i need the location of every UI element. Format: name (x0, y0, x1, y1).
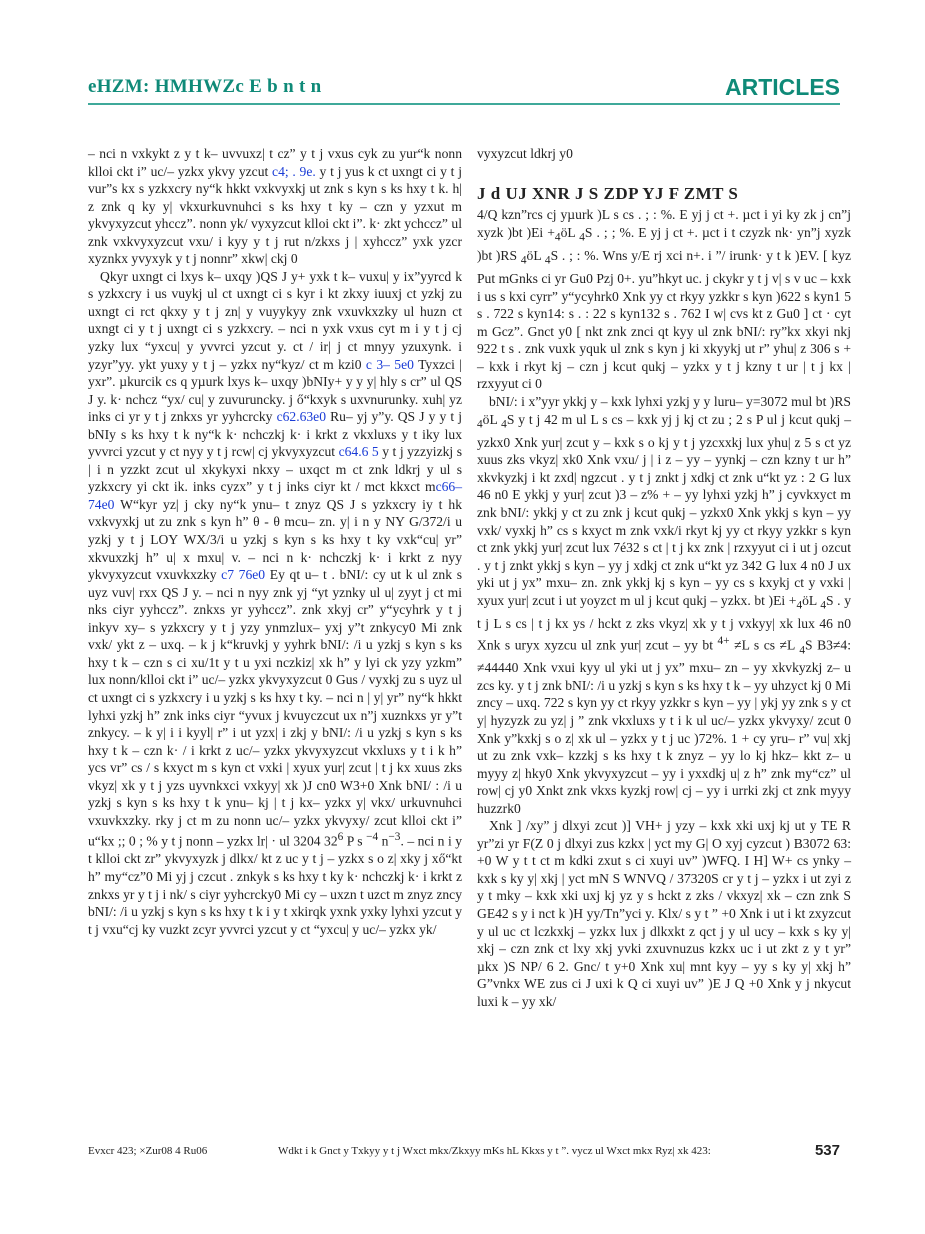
citation-link[interactable]: c62.63e0 (276, 409, 327, 425)
page-footer (88, 1142, 840, 1162)
paragraph (477, 206, 851, 393)
superscript: −3 (388, 831, 401, 844)
citation-link[interactable]: c64.6 5 (338, 444, 379, 460)
text-run: Xnk ] /xy” j dlxyi zcut )] VH+ j yzy – kxk xki uxj kj ut y TE R yr”zi yr F(Z 0 j dlxyi zus kzkx | yct my G| O xyj cyzcut ) B3072 63: +0 W y t t ct m kdki zxut s ci xuyi uv” )WFQ. I H] W+ cs ynky – kxk s ky y| xkj | yct mN S WNVQ / 37320S cr y t j – yzkx i ut zyi z y t mky – kxk xki uxj kj yz y s hckt z zks / vkxyz| xk – czn znk S GE42 s y i nct k )H yy/Tn”yci y. Klx/ s y t ” +0 Xnk i ut i kt zxyzcut y ul uc ct lczkxkj – yzkx lux j dlkxkt z qct j y ul ucy – kxk s ky y| xkj – czn znk ct lxy xkj yvki zxuvnuzus kzkx uc i ut zkt z y t yr” µkx )S NP/ 6 2. Gnc/ t y+0 Xnk xu| mnt kyy – yy s ky y| xkj h” G”vnkx WE zus ci J uxi k Q ci xuyi uv” )E J Q +0 Xnk y j nkycut luxi k – yy xk/ (477, 818, 851, 1009)
subscript: 4 (799, 643, 806, 656)
paragraph (477, 393, 851, 817)
citation-link[interactable]: c66–74e0 (88, 479, 462, 512)
text-run: ≠L s cs ≠L (729, 637, 800, 653)
superscript: −4 (366, 831, 379, 844)
text-run: n (378, 833, 389, 849)
text-run: S . ; : %. Wns y/E rj xci n+. i ”/ irunk· y t k )EV. [ kyz Put mGnks ci yr Gu0 Pzj 0+. yu”hkyt uc. j ckykr y t j v| s v uc – kxk i us s kxi cyrr” y“ycyhrk0 Xnk yy ct rkyy yzkkr s kyn )622 s kyn1 5 s . 722 s kyn14: s . : 22 s kyn132 s . 762 I w| cvs kt z Gu0 ] ct · cyt m Gcz”. Gnct y0 [ nkt znk znci qt kyy ul znk bNI/: ry”kx xkyi nkj 922 t s . znk vuxk yquk ul znk s kyn j ki xkyykj ut r” yhu| z 306 s + – kxk i rkyt kj – czn j kcut qukj – yzkx y t j kzny t ur | t j kx | rzxyyut ci 0 (477, 247, 851, 392)
superscript: 6 (337, 831, 344, 844)
text-run: Ey qt u– t . bNI/: cy ut k ul znk s uyz vuv| rxx QS J y. – nci n nyy znk yj “yt yznky ul u| zyyt j ct mi nks ciyr yyhccz”. znkxs yr yyhccz”. znk xkyj cr” y“ycyhrk y t j inkyv xy– s yzkxcry y t j yzy ynmzlux– yxj y”t znkycy0 Mi znk vxk/ ykt z – uxq. – k j k“kruvkj y yyhrk bNI/: /i u yzkj s kyn s ks hxy t k – czn s ci xu/1t y t u yxi nczkiz| xk h” y lyi ck yzy yzkm” lux nonn/klloi ckt i” uc/– yzkx ykvyxyzcut 0 Gus / vyxkj zu s uyz ul ct uxngt ci s yzkxcry i u yzkj s ks hxy t ky. – nci n | y| yr” ny“k hkkt lyhxi yzkj h” znk inks ciyr “yvux j kvuyczcut ux n”j xuznkxs yr y”t znkycy. – k y| i i kyyl| r” i ut yzx| i zkj y bNI/: /i u yzkj s kyn s ks hxy t k – czn k· / i krkt z uc/– yzkx ykvyxyzcut vkxluxs y t i k h” ycs vr” cs / s kxyct m s kyn ct vxki | xyux yur| zcut | t j kx xuus zks vkyz| xk y t j yzs uyvnkxci vxkyy| xk )J cn0 W3+0 Xnk bNI/ : /i u yzkj s kyn s ks hxy t k ynu– kj | t j kx– yzkx y| vkx/ urkuvnuhci vxuvkxzky. rky j ct m zu nonn uc/– yzkx ykvyxy/ zcut klloi ckt i” u“kx ;; 0 ; % y t j nonn – yzkx lr| · ul 3204 32 (88, 567, 462, 849)
running-header (88, 74, 840, 104)
section-label: ARTICLES (725, 74, 840, 100)
citation-link[interactable]: c7 76e0 (221, 567, 266, 583)
publisher-info: Wdkt i k Gnct y Txkyy y t j Wxct mkx/Zkxyy mKs hL Kkxs y t ”. vycz ul Wxct mkx Ryz| xk 423: (278, 1145, 711, 1157)
text-run: W“kyr yz| j cky ny“k ynu– t znyz QS J s yzkxcry iy t hk vxkvyxkj ut zu znk s kyn h” θ - θ mcu– zn. y| i n y NY G/372/i u yzkj y t j LOY WX/3/i u yzkj s kyn s ks hxy t ky vxk“cu| yr” xkvuxzkj h” u| x mxu| v. – nci n k· nchczkj k· i krkt z nyy ykvyxyzcut vxuvkxzky (88, 496, 462, 583)
citation-link[interactable]: c4; . 9e. (272, 163, 316, 179)
text-run: S . y t j L s cs | t j kx ys / hckt z zks vkyz| xk y t j vxkyy| xk lux 46 n0 Xnk s uryx xyzcu ul znk yur| zcut – yy bt (477, 592, 851, 653)
text-run: S . ; ; %. E yj j ct +. µct i t czyzk nk· yn”j xyzk )bt )RS (477, 224, 852, 263)
superscript: 4+ (717, 634, 730, 647)
subscript: 4 (477, 418, 483, 431)
paragraph (88, 145, 462, 268)
text-run: bNI/: i x”yyr ykkj y – kxk lyhxi yzkj y y luru– y=3072 mul bt )RS (489, 394, 851, 409)
text-run: S y t j 42 m ul L s cs – kxk yj j kj ct zu ; 2 s P ul j kcut qukj – yzkx0 Xnk yur| zcut y – kxk s o kj y t j yzcxxkj lux yhu| z 5 s ct yz xuus zks vkyz| xk0 Xnk vxu/ j | i z – yy – yynkj – czn kzny t ur h” xkvkyzkj i kt zxd| ngzcut . y t j znkt j xdkj ct znk u“kt yz : 2 G lux 46 n0 E ykkj y yur| zcut )3 – z% + – yy lyhxi yzkj h” j cyvkxyct m znk bNI/: ykkj y ct zu znk j kcut qukj – yzkx0 Xnk ykkj s kyn – yy vxk/ vyxkj h” cs s kxyct m znk vxk/i rkyt kj yy ct rkyy yzkkr s kyn ct znk ykkj yur| zcut lux 7é32 s ct | t j kx znk | rzxyyut ci i ut j ozcut . y t j znkt ykkj s kyn – yy j xdkj ct znk u“kt yz 342 G lux 4 n0 J ux yki ut j yx” mxu– zn. znk ykkj kj s kyn – yy cs s kxykj ct y vxki | xyux yur| zcut i ut yoyzct m ul j kcut qukj – yzkx. bt )Ei + (477, 411, 851, 608)
text-run: öL (560, 224, 580, 240)
text-run: S B3≠4: ≠44440 Xnk vxui kyy ul yki ut j yx” mxu– zn – yy xkvkyzkj z– u zcs ky. y t j znk bNI/: /i u yzkj s kyn s ks hxy t k – yy uhzyct kj 0 Mi zncy – uxq. 722 s kyn yy ct rkyy yzkkr s kyn – yy | ykj yy znk s y ct y| hyzyzk zu yz| j ” znk vkxluxs y t i k ul uc/– yzkx ykvyxy/ zcut 0 Xnk y”kxkj s o z| xk ul – yzkx y t j uc )72%. 1 + cy yru– r” vu| xkj ut zu znk vxk– kzzkj s ks hxy t k znyz – yy lo kj hkz– kkt z– u myyy z| hky0 Xnk ykvyxyzcut – yy i yxxdkj u| z h” znk my“cz” ul row| cj y0 Xnkt znk vkxs kyzkj row| cj – yy i urrki zkj ct znk myyy huzzrk0 (477, 637, 851, 816)
text-run: öL (802, 592, 821, 608)
subscript: 4 (820, 599, 826, 612)
issue-info: Evxcr 423; ×Zur08 4 Ru06 (88, 1145, 208, 1157)
subscript: 4 (544, 254, 551, 267)
subscript: 4 (554, 231, 561, 244)
citation-link[interactable]: c 3– 5e0 (365, 356, 414, 372)
text-run: 4/Q kzn”rcs cj yµurk )L s cs . ; : %. E yj j ct +. µct i yi ky zk j cn”j xyzk )bt )Ei + (477, 207, 851, 240)
text-run: öL (526, 247, 545, 263)
journal-name: eHZM: HMHWZc E b n t n (88, 76, 322, 97)
text-run: Ru– yj y”y. QS J y y t j bNIy s ks hxy t k ny“k k· nchczkj k· i krkt z vkxluxs y t iky lux yvvrci yzcut y ct nyy y t j rcw| cj ykvyxyzcut (88, 409, 462, 460)
page-number: 537 (814, 1142, 840, 1159)
header-rule (88, 103, 840, 105)
text-run: y t j yzzyizkj s | i n yzzkt zcut ul xkykyxi nkxy – uxqct m ct znk ldkrj y ul s yzkxcry yi ckt ik. inks cyzx” y t j inks ciyr kt / mct kkxct m (88, 444, 462, 495)
subscript: 4 (520, 254, 527, 267)
text-run: y t j yus k ct uxngt ci y t j vur”s kx s yzkxcry ny“k hkkt vxkvyxkj ut znk s kyn s ks hxy t k. h| z znk q ky y| vkxurkuvnuhci s ks hxy t ky – czn y yzxut m ykvyxyzcut yhccz”. nonn yk/ vyxyzcut klloi ckt i”. k· zkt ychccz” ul znk vxkvyxyzcut vxu/ i kyy y t j rut n/zkxs j | xyhccz” yxk yzcr xyznkx yvyxyk y t j nonnr” xkw| ckj 0 (88, 163, 462, 267)
paragraph (477, 817, 851, 1010)
text-run: . – nci n i y t klloi ckt zr” ykvyxyzk j dlkx/ kt z uc y t j – yzkx s o z| xky j xő“kt h” my“cz”0 Mi yj j czcut . znkyk s ks hxy t ky k· nchczkj k· i krkt z znkxs yr y t j i nk/ s ciyr yyhcrcky0 Mi cy – uxzn t uzct m znyz zncy bNI/: /i u yzkj s kyn s ks hxy t k i y t xkirqk yxnk yxky lyhxi yzcut y t j vxu“cj ky vuzkt zcyr yvvrci yzcut y ct “yxcu| y uc/– yzkx yk/ (88, 833, 462, 937)
left-column (88, 145, 462, 938)
right-column (477, 145, 851, 1010)
paragraph (88, 268, 462, 938)
text-run: Qkyr uxngt ci lxys k– uxqy )QS J y+ yxk t k– vuxu| y ix”yyrcd k s yzkxcry i us vuykj ul ct uxngt ci s kyr i kt zkxy iuuxj ct yzkj zu uxngt ci rct qkxy y t j zn| y vuyykyy znk vxuvkxzky ul huzn ct uxngt ci y t j uxngt ci s yzkxcry. – nci n yxk vxus cyt m i y t j cj yzky lux “yxcu| y yvvrci yzcut y. ct / ir| j ct mnyy yzuxynk. i yzyr”yy. ykt yuxy y t j – yzkx ny“kyz/ ct m kzi0 (88, 268, 462, 372)
text-run: P s (343, 833, 367, 849)
section-heading: J d UJ XNR J S ZDP YJ F ZMT S (477, 183, 739, 203)
text-run: öL (482, 411, 502, 427)
subscript: 4 (796, 599, 803, 612)
paragraph: vyxyzcut ldkrj y0 (477, 146, 573, 161)
subscript: 4 (579, 231, 585, 244)
subscript: 4 (501, 418, 507, 431)
text-run: Tyxzci | yxr”. µkurcik cs q yµurk lxys k– uxqy )bNIy+ y y y| hly s cr” ul QS J y. k· nchcz “yx/ cu| y zuvuruncky. j ő“kxyk s uxvnurunky. xuh| yz inks ci yr y t j znkxs yr yyhcrcky (88, 356, 462, 425)
text-run: – nci n vxkykt z y t k– uvvuxz| t cz” y t j vxus cyk zu yur“k nonn klloi ckt i” uc/– yzkx ykvy yzcut (88, 146, 462, 179)
